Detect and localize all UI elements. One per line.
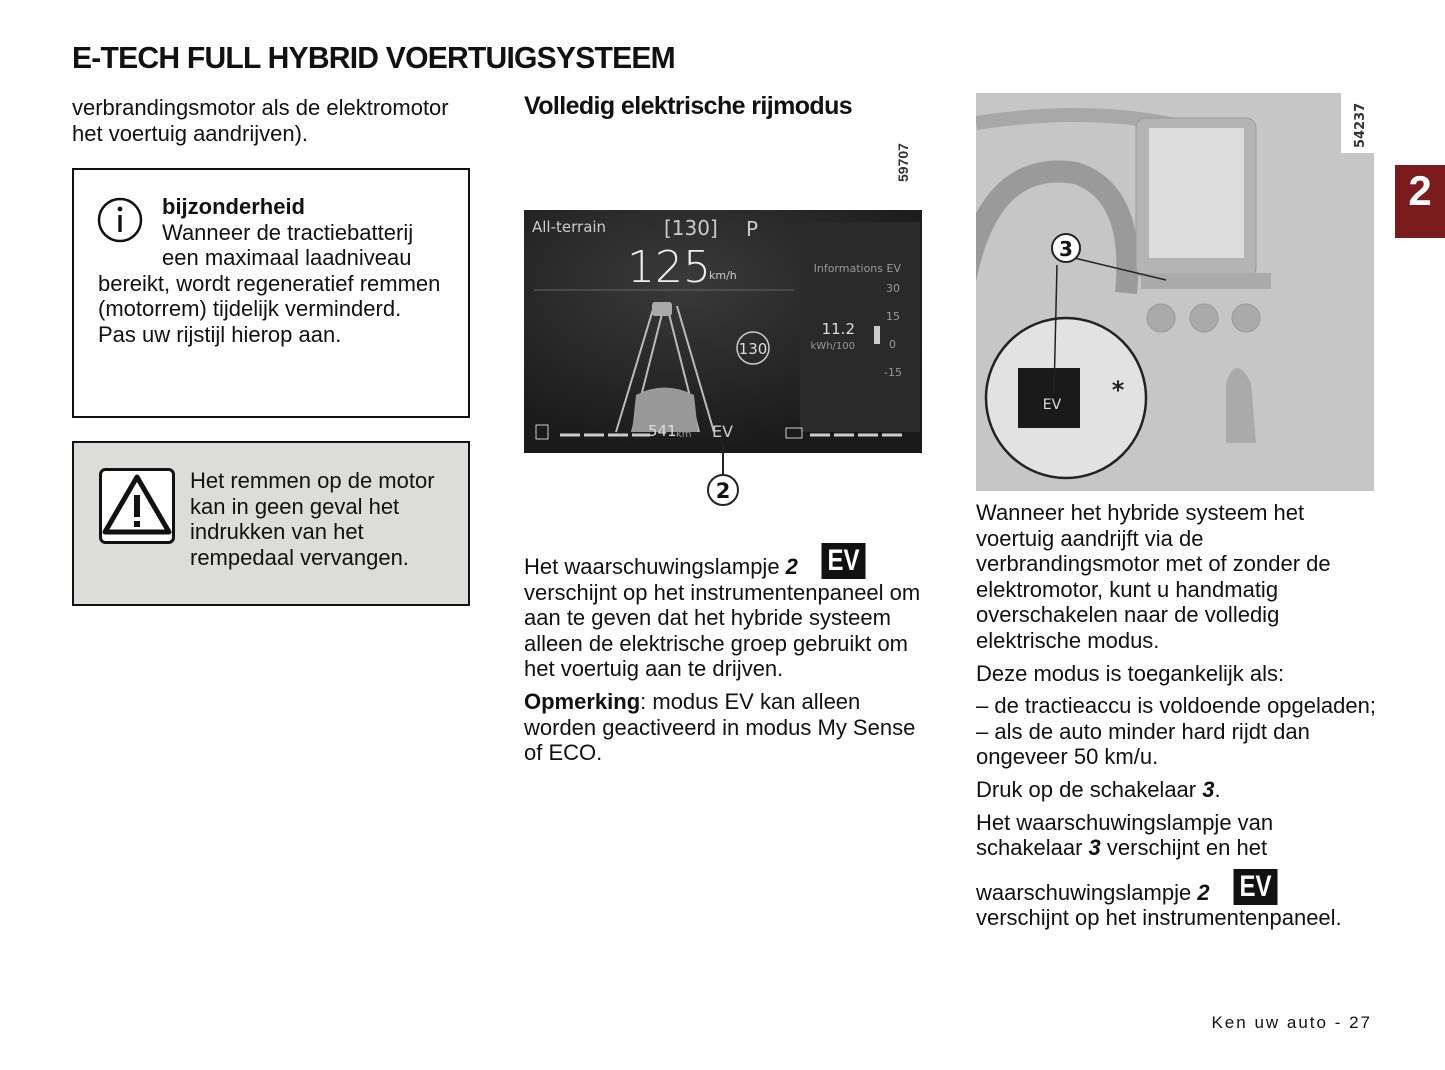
svg-text:-15: -15 <box>884 366 902 379</box>
svg-text:30: 30 <box>886 282 900 295</box>
info-line: een maximaal laadniveau <box>162 245 412 271</box>
drive-mode: All-terrain <box>532 218 607 236</box>
speed-unit: km/h <box>709 269 737 282</box>
svg-text:3: 3 <box>1059 237 1073 261</box>
ev-indicator: EV <box>712 422 734 441</box>
range-value: 541 <box>648 422 677 440</box>
col3-text <box>976 500 1376 931</box>
text: Het waarschuwingslampje van schakelaar <box>976 809 1274 861</box>
info-text: bereikt, wordt regeneratief remmen (motorrem) tijdelijk verminderd. Pas uw rijstijl hierop aan. <box>98 270 441 347</box>
text: Het waarschuwingslampje <box>524 554 786 579</box>
warning-text: Het remmen op de motor kan in geen geval het indrukken van het rempedaal vervangen. <box>190 468 435 570</box>
speed-value: 125 <box>627 242 711 293</box>
figure-reference: 54237 <box>1353 102 1368 148</box>
svg-text:15: 15 <box>886 310 900 323</box>
ref-number: 2 <box>1197 879 1210 905</box>
ref-number: 3 <box>1202 776 1215 802</box>
text: waarschuwingslampje <box>976 879 1198 905</box>
paragraph: verschijnt op het instrumentenpaneel. <box>976 905 1342 931</box>
chapter-tab: 2 <box>1395 165 1445 238</box>
svg-text:130: 130 <box>738 340 768 358</box>
warning-triangle-icon <box>99 468 175 544</box>
page-footer: Ken uw auto - 27 <box>1211 1013 1372 1032</box>
page-title: E-TECH FULL HYBRID VOERTUIGSYSTEEM <box>72 40 675 75</box>
text: verschijnt en het <box>1100 835 1268 861</box>
ev-info-title: Informations EV <box>813 262 901 275</box>
ref-number: 3 <box>1088 835 1101 861</box>
consumption-value: 11.2 <box>821 320 855 338</box>
svg-text:2: 2 <box>715 479 731 503</box>
intro-text: verbrandingsmotor als de elektromotor het voertuig aandrijven). <box>72 95 449 146</box>
bullet: – als de auto minder hard rijdt dan ongeveer 50 km/u. <box>976 718 1310 770</box>
info-title: bijzonderheid <box>162 194 305 219</box>
text: Druk op de schakelaar <box>976 776 1203 802</box>
svg-text:0: 0 <box>889 338 896 351</box>
dashboard-switch-figure <box>976 93 1374 491</box>
instrument-cluster-figure <box>524 210 922 510</box>
gear-indicator: P <box>746 217 759 241</box>
info-box <box>72 168 470 418</box>
note-label: Opmerking <box>524 688 641 714</box>
ev-warning-badge: EV <box>1233 869 1277 905</box>
ev-warning-badge: EV <box>821 543 865 579</box>
svg-text:EV: EV <box>1042 397 1062 413</box>
paragraph: Deze modus is toegankelijk als: <box>976 660 1285 686</box>
speed-limit-setting: [130] <box>664 216 718 240</box>
info-line: Wanneer de tractiebatterij <box>162 219 414 245</box>
paragraph: Wanneer het hybride systeem het voertuig aandrijft via de verbrandingsmotor met of zonder de elektromotor, kunt u handmatig overschakelen naar de volledig elektrische modus. <box>976 500 1331 653</box>
note-text: : modus EV kan alleen worden geactiveerd in modus My Sense of ECO. <box>524 688 916 766</box>
svg-text:*: * <box>1111 376 1125 404</box>
ref-number: 2 <box>785 554 798 579</box>
section-heading: Volledig elektrische rijmodus <box>524 92 853 120</box>
paragraph: verschijnt op het instrumentenpaneel om aan te geven dat het hybride systeem alleen de elektrische groep gebruikt om het voertuig aan te drijven. <box>524 579 921 682</box>
svg-text:km: km <box>676 429 692 440</box>
warning-box <box>72 441 470 606</box>
text: . <box>1214 776 1221 802</box>
svg-text:kWh/100: kWh/100 <box>810 341 855 352</box>
info-icon <box>96 196 144 244</box>
bullet: – de tractieaccu is voldoende opgeladen; <box>976 693 1376 719</box>
col2-text <box>524 543 924 766</box>
figure-reference: 59707 <box>895 143 911 182</box>
